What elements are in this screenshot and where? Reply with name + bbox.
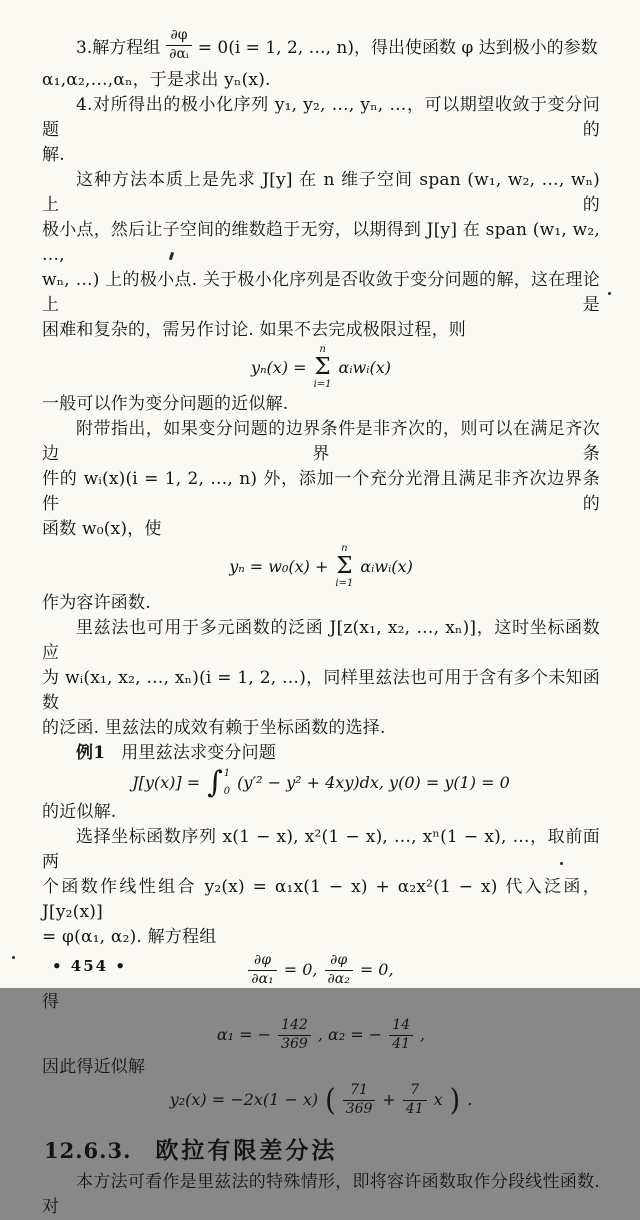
scan-speck — [608, 292, 611, 295]
fraction-71-369 — [343, 1082, 376, 1118]
summation-symbol — [335, 544, 353, 589]
section-number: 12.6.3. — [44, 1138, 132, 1163]
sum-lower-limit: i=1 — [313, 379, 332, 390]
paragraph-step3-line2: α₁,α₂,…,αₙ，于是求出 yₙ(x). — [42, 70, 271, 90]
page-number: • 454 • — [52, 957, 127, 975]
formula-functional-J — [42, 765, 600, 800]
fraction-denominator: ∂αᵢ — [166, 45, 192, 64]
step3-prefix: 3.解方程组 — [76, 37, 161, 58]
formula-yn-sum — [42, 345, 600, 390]
paragraph-therefore: 因此得近似解 — [42, 1057, 146, 1077]
fraction-denominator: ∂α₂ — [325, 970, 353, 989]
left-paren: ( — [325, 1082, 336, 1118]
fraction-denominator: 41 — [403, 1100, 427, 1119]
step3-suffix: = 0(i = 1, 2, …, n)，得出使函数 φ 达到极小的参数 — [197, 37, 598, 58]
integral-limits — [224, 768, 230, 798]
fraction-numerator: 71 — [350, 1082, 368, 1098]
fraction-numerator: 14 — [392, 1017, 411, 1033]
example-text: 用里兹法求变分问题 — [121, 743, 277, 763]
formula-lhs: y₂(x) = −2x(1 − x) — [169, 1090, 319, 1110]
fraction-numerator: 142 — [281, 1017, 308, 1033]
paragraph-boundary-line1: 附带指出，如果变分问题的边界条件是非齐次的，则可以在满足齐次边界条 — [42, 419, 600, 464]
paragraph-admissible: 作为容许函数. — [42, 593, 151, 613]
formula-rhs: αᵢwᵢ(x) — [338, 357, 391, 377]
integral-symbol — [207, 765, 231, 800]
fraction-numerator: ∂φ — [330, 952, 348, 968]
right-paren: ) — [449, 1082, 461, 1118]
fraction-dphi-dalpha2 — [325, 952, 353, 988]
fraction-numerator: ∂φ — [170, 27, 188, 43]
scan-speck — [12, 956, 15, 959]
paragraph-step3-line1 — [42, 22, 600, 68]
paragraph-multivar-line3: 的泛函. 里兹法的成效有赖于坐标函数的选择. — [42, 718, 386, 738]
scan-speck — [560, 862, 563, 865]
fraction-numerator: ∂φ — [254, 952, 272, 968]
paragraph-example1 — [42, 741, 600, 766]
integral-icon: ∫ — [207, 765, 223, 800]
formula-alpha-values — [42, 1017, 600, 1053]
fraction-denominator: 369 — [343, 1100, 376, 1119]
x-variable: x — [433, 1090, 443, 1110]
paragraph-method-line2: 极小点，然后让子空间的维数趋于无穷，以期得到 J[y] 在 span (w₁, w₂, …, — [42, 220, 600, 265]
fraction-7-41 — [403, 1082, 427, 1118]
paragraph-boundary-line2: 件的 wᵢ(x)(i = 1, 2, …, n) 外，添加一个充分光滑且满足非齐次边界条件的 — [42, 469, 600, 514]
fraction-dphi-dalpha1 — [248, 952, 276, 988]
paragraph-multivar-line1: 里兹法也可用于多元函数的泛函 J[z(x₁, x₂, …, xₙ)]，这时坐标函数应 — [42, 618, 600, 663]
section-title: 欧拉有限差分法 — [155, 1137, 338, 1164]
sum-upper-limit: n — [319, 344, 326, 355]
formula-lhs: α₁ = − — [216, 1025, 272, 1045]
formula-end: . — [467, 1090, 473, 1110]
integral-upper-limit: 1 — [223, 768, 231, 779]
integral-lower-limit: 0 — [223, 786, 231, 797]
sum-upper-limit: n — [341, 543, 348, 554]
sigma-icon: Σ — [314, 354, 331, 380]
fraction-142-369 — [278, 1017, 311, 1053]
paragraph-boundary-line3: 函数 w₀(x)，使 — [42, 519, 162, 539]
paragraph-step4-line2: 解. — [42, 145, 65, 165]
formula-mid: , α₂ = − — [317, 1025, 383, 1045]
page-body — [42, 22, 600, 1220]
paragraph-euler-intro: 本方法可看作是里兹法的特殊情形，即将容许函数取作分段线性函数. 对 — [42, 1172, 600, 1217]
paragraph-coords-line3: = φ(α₁, α₂). 解方程组 — [42, 927, 217, 947]
paragraph-method-line3: wₙ, …) 上的极小点. 关于极小化序列是否收敛于变分问题的解，这在理论上是 — [42, 270, 600, 315]
paragraph-step4-line1: 4.对所得出的极小化序列 y₁, y₂, …, yₙ, …，可以期望收敛于变分问题的 — [42, 95, 600, 140]
fraction-denominator: ∂α₁ — [248, 970, 276, 989]
fraction-numerator: 7 — [410, 1082, 420, 1098]
formula-yn-w0-sum — [42, 544, 600, 589]
paragraph-coords-line1: 选择坐标函数序列 x(1 − x), x²(1 − x), …, xⁿ(1 − x), …，取前面两 — [42, 827, 600, 872]
paragraph-obtain: 得 — [42, 992, 60, 1012]
paragraph-method-line1: 这种方法本质上是先求 J[y] 在 n 维子空间 span (w₁, w₂, …, wₙ) 上的 — [42, 170, 600, 215]
example-label: 例1 — [76, 743, 106, 763]
inline-fraction-dphi-dalpha-i — [166, 27, 192, 63]
paragraph-approx-solution: 一般可以作为变分问题的近似解. — [42, 394, 289, 414]
fraction-denominator: 41 — [389, 1035, 413, 1054]
formula-lhs: yₙ = w₀(x) + — [229, 556, 329, 576]
plus-sign: + — [382, 1090, 396, 1110]
paragraph-coords-line2: 个函数作线性组合 y₂(x) = α₁x(1 − x) + α₂x²(1 − x) 代入泛函，J[y₂(x)] — [42, 877, 600, 922]
section-heading — [42, 1132, 600, 1165]
equals-zero: = 0, — [283, 960, 318, 980]
equals-zero: = 0, — [359, 960, 394, 980]
formula-rhs: αᵢwᵢ(x) — [360, 556, 413, 576]
paragraph-of-approx: 的近似解. — [42, 802, 117, 822]
paragraph-method-line4: 困难和复杂的，需另作讨论. 如果不去完成极限过程，则 — [42, 320, 467, 340]
formula-lhs: yₙ(x) = — [251, 357, 307, 377]
summation-symbol — [314, 345, 332, 390]
fraction-14-41 — [389, 1017, 413, 1053]
formula-end: , — [420, 1025, 426, 1045]
paragraph-multivar-line2: 为 wᵢ(x₁, x₂, …, xₙ)(i = 1, 2, …)，同样里兹法也可用于含有多个未知函数 — [42, 668, 600, 713]
formula-lhs: J[y(x)] = — [132, 773, 201, 793]
formula-y2-solution — [42, 1082, 600, 1118]
formula-rhs: (y′² − y² + 4xy)dx, y(0) = y(1) = 0 — [237, 773, 510, 793]
sigma-icon: Σ — [336, 553, 353, 579]
sum-lower-limit: i=1 — [335, 578, 354, 589]
fraction-denominator: 369 — [278, 1035, 311, 1054]
